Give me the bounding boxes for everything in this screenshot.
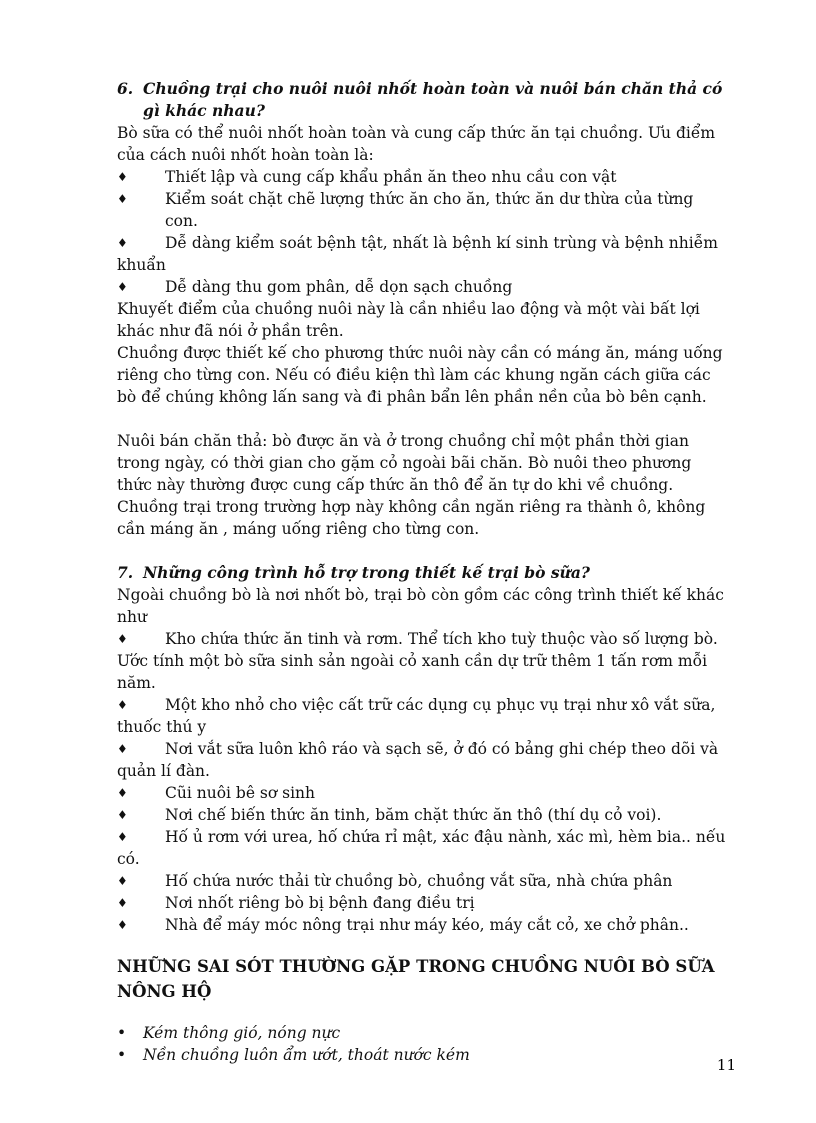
q7-bullet: ♦ Hố chứa nước thải từ chuồng bò, chuồng vắt sữa, nhà chứa phân [117, 872, 673, 890]
diamond-bullet-icon: ♦ [117, 280, 128, 294]
page-content [117, 78, 729, 1066]
diamond-bullet-icon: ♦ [117, 742, 128, 756]
diamond-bullet-icon: ♦ [117, 236, 128, 250]
diamond-bullet-icon: ♦ [117, 830, 128, 844]
q6-paragraph-semi-grazing: Nuôi bán chăn thả: bò được ăn và ở trong chuồng chỉ một phần thời gian trong ngày, có thời gian cho gặm cỏ ngoài bãi chăn. Bò nuôi theo phương thức này thường được cung cấp thức ăn thô để ăn tự do khi về chuồng. Chuồng trại trong trường hợp này không cần ngăn riêng ra thành ô, không cần máng ăn , máng uống riêng cho từng con. [117, 432, 706, 538]
bullet-dot-icon: • [117, 1046, 127, 1064]
diamond-bullet-icon: ♦ [117, 808, 128, 822]
q7-bullet: ♦ Nơi vắt sữa luôn khô ráo và sạch sẽ, ở đó có bảng ghi chép theo dõi và quản lí đàn. [117, 740, 719, 780]
section-list-item: • Kém thông gió, nóng nực [117, 1024, 341, 1042]
question-6-title-line2: gì khác nhau? [143, 101, 265, 120]
diamond-bullet-icon: ♦ [117, 918, 128, 932]
section-list-item: • Nền chuồng luôn ẩm ướt, thoát nước kém [117, 1046, 470, 1064]
question-7-number: 7. [117, 563, 134, 582]
diamond-bullet-icon: ♦ [117, 874, 128, 888]
q6-bullet: ♦ Kiểm soát chặt chẽ lượng thức ăn cho ăn, thức ăn dư thừa của từng con. [117, 190, 694, 230]
q7-bullet: ♦ Nhà để máy móc nông trại như máy kéo, máy cắt cỏ, xe chở phân.. [117, 916, 689, 934]
diamond-bullet-icon: ♦ [117, 896, 128, 910]
bullet-dot-icon: • [117, 1024, 127, 1042]
diamond-bullet-icon: ♦ [117, 192, 128, 206]
q7-bullet: ♦ Nơi chế biến thức ăn tinh, băm chặt thức ăn thô (thí dụ cỏ voi). [117, 806, 662, 824]
q7-intro: Ngoài chuồng bò là nơi nhốt bò, trại bò còn gồm các công trình thiết kế khác như [117, 586, 724, 626]
q7-bullet: ♦ Cũi nuôi bê sơ sinh [117, 784, 316, 802]
question-6-title-line1: Chuồng trại cho nuôi nuôi nhốt hoàn toàn và nuôi bán chăn thả có [143, 79, 723, 98]
question-6-number: 6. [117, 79, 134, 98]
diamond-bullet-icon: ♦ [117, 170, 128, 184]
q6-bullet: ♦ Thiết lập và cung cấp khẩu phần ăn theo nhu cầu con vật [117, 168, 617, 186]
question-6-title [117, 78, 729, 122]
section-heading: NHỮNG SAI SÓT THƯỜNG GẶP TRONG CHUỒNG NUÔI BÒ SỮA NÔNG HỘ [117, 957, 715, 1001]
q7-bullet: ♦ Nơi nhốt riêng bò bị bệnh đang điều trị [117, 894, 475, 912]
q6-bullet: ♦ Dễ dàng thu gom phân, dễ dọn sạch chuồng [117, 278, 513, 296]
q7-bullet: ♦ Một kho nhỏ cho việc cất trữ các dụng cụ phục vụ trại như xô vắt sữa, thuốc thú y [117, 696, 716, 736]
question-7-title: 7. Những công trình hỗ trợ trong thiết kế trại bò sữa? [117, 563, 590, 582]
q7-bullet: ♦ Hố ủ rơm với urea, hố chứa rỉ mật, xác đậu nành, xác mì, hèm bia.. nếu có. [117, 828, 726, 868]
diamond-bullet-icon: ♦ [117, 632, 128, 646]
q6-paragraph-drawbacks: Khuyết điểm của chuồng nuôi này là cần nhiều lao động và một vài bất lợi khác như đã nói ở phần trên. [117, 300, 700, 340]
diamond-bullet-icon: ♦ [117, 698, 128, 712]
q6-bullet: ♦ Dễ dàng kiểm soát bệnh tật, nhất là bệnh kí sinh trùng và bệnh nhiễm khuẩn [117, 234, 718, 274]
diamond-bullet-icon: ♦ [117, 786, 128, 800]
q7-bullet: ♦ Kho chứa thức ăn tinh và rơm. Thể tích kho tuỳ thuộc vào số lượng bò. Ước tính một bò sữa sinh sản ngoài cỏ xanh cần dự trữ thêm 1 tấn rơm mỗi năm. [117, 630, 718, 692]
q6-paragraph-design: Chuồng được thiết kế cho phương thức nuôi này cần có máng ăn, máng uống riêng cho từng con. Nếu có điều kiện thì làm các khung ngăn cách giữa các bò để chúng không lấn sang và đi phân bẩn lên phần nền của bò bên cạnh. [117, 344, 723, 406]
q6-intro: Bò sữa có thể nuôi nhốt hoàn toàn và cung cấp thức ăn tại chuồng. Ưu điểm của cách nuôi nhốt hoàn toàn là: [117, 124, 716, 164]
page-number: 11 [716, 1056, 736, 1074]
